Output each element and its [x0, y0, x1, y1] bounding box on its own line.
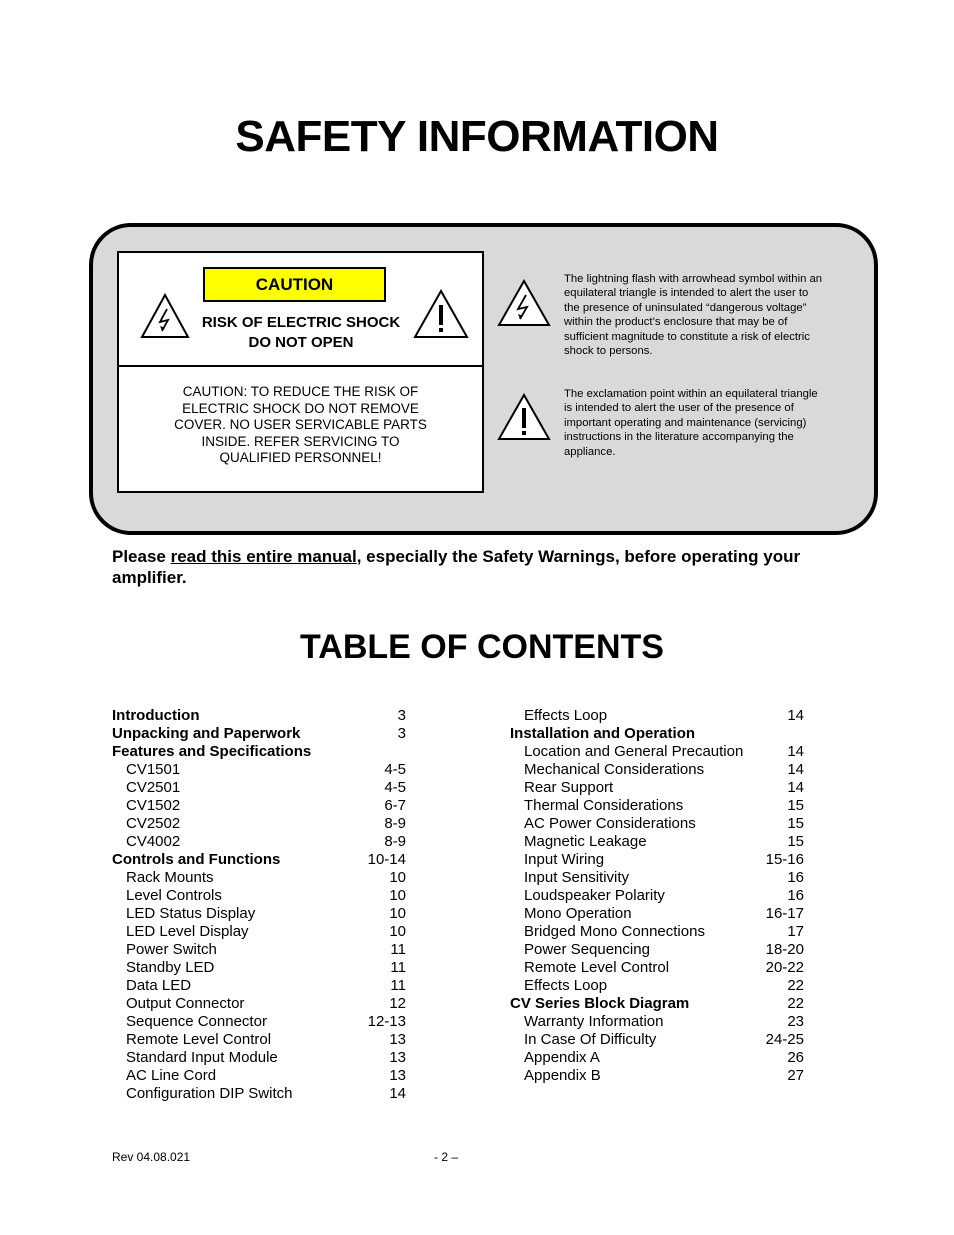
toc-entry-label: CV2502 — [126, 815, 181, 832]
toc-entry — [510, 779, 804, 797]
toc-left-column — [112, 707, 406, 1103]
toc-entry-label: Unpacking and Paperwork — [112, 725, 301, 742]
toc-entry-label: Input Wiring — [524, 851, 605, 868]
toc-entry-label: Power Sequencing — [524, 941, 650, 958]
toc-entry — [112, 923, 406, 941]
toc-entry — [112, 779, 406, 797]
toc-entry-label: Warranty Information — [524, 1013, 664, 1030]
description-line: important operating and maintenance (servicing) — [564, 416, 807, 429]
toc-entry-label: Effects Loop — [524, 977, 608, 994]
toc-entry — [112, 941, 406, 959]
toc-entry — [112, 1031, 406, 1049]
toc-entry — [112, 887, 406, 905]
toc-entry-label: CV1502 — [126, 797, 181, 814]
toc-entry-page: 4-5 — [384, 779, 406, 796]
toc-entry — [510, 905, 804, 923]
toc-entry-label: Sequence Connector — [126, 1013, 267, 1030]
toc-entry-page: 18-20 — [765, 941, 804, 958]
description-line: instructions in the literature accompanying the — [564, 431, 794, 444]
description-line: sufficient magnitude to constitute a risk of electric — [564, 330, 810, 343]
toc-entry-page: 14 — [389, 1085, 406, 1102]
toc-entry-page: 10 — [389, 923, 406, 940]
toc-entry-label: CV4002 — [126, 833, 181, 850]
notice-underlined: read this entire manual — [170, 547, 357, 566]
toc-entry-page: 10-14 — [367, 851, 406, 868]
toc-entry-label: Mono Operation — [524, 905, 632, 922]
toc-entry-page: 22 — [787, 977, 804, 994]
toc-entry-page: 14 — [787, 779, 804, 796]
toc-entry — [510, 959, 804, 977]
toc-entry-page: 8-9 — [384, 833, 406, 850]
lightning-symbol-icon — [497, 279, 551, 327]
toc-entry-label: Bridged Mono Connections — [524, 923, 705, 940]
toc-entry-page: 27 — [787, 1067, 804, 1084]
toc-entry-page: 11 — [390, 941, 406, 958]
toc-entry — [112, 725, 406, 743]
caution-line: INSIDE. REFER SERVICING TO — [201, 433, 400, 449]
toc-entry-label: Effects Loop — [524, 707, 608, 724]
caution-box — [117, 251, 484, 493]
caution-body-text — [149, 384, 452, 467]
toc-entry-label: Remote Level Control — [126, 1031, 272, 1048]
exclamation-warning-icon — [413, 289, 469, 339]
toc-entry — [510, 1049, 804, 1067]
toc-entry-page: 14 — [787, 761, 804, 778]
toc-entry-page: 10 — [389, 887, 406, 904]
description-line: The lightning flash with arrowhead symbol within an — [564, 273, 823, 285]
toc-entry-page: 16 — [787, 887, 804, 904]
description-line: The exclamation point within an equilateral triangle — [564, 388, 818, 400]
toc-entry — [510, 923, 804, 941]
toc-entry-page: 16-17 — [765, 905, 804, 922]
toc-entry-label: Appendix B — [524, 1067, 601, 1084]
risk-line-2: DO NOT OPEN — [248, 334, 354, 351]
page-title: SAFETY INFORMATION — [235, 112, 719, 161]
caution-line: QUALIFIED PERSONNEL! — [219, 450, 382, 466]
description-line: is intended to alert the user of the presence of — [564, 402, 794, 415]
toc-entry-label: Output Connector — [126, 995, 245, 1012]
toc-entry-label: Thermal Considerations — [524, 797, 684, 814]
toc-entry-label: Remote Level Control — [524, 959, 670, 976]
toc-entry-page: 16 — [787, 869, 804, 886]
toc-title: TABLE OF CONTENTS — [300, 628, 664, 666]
toc-entry-page: 12 — [389, 995, 406, 1012]
toc-entry — [112, 743, 406, 761]
toc-entry-label: Rear Support — [524, 779, 614, 796]
toc-entry-page: 8-9 — [384, 815, 406, 832]
toc-entry — [510, 995, 804, 1013]
toc-entry-label: CV2501 — [126, 779, 181, 796]
toc-entry-page: 4-5 — [384, 761, 406, 778]
caution-line: CAUTION: TO REDUCE THE RISK OF — [182, 384, 419, 399]
toc-entry-page: 10 — [389, 905, 406, 922]
toc-entry — [112, 1085, 406, 1103]
toc-entry-page: 20-22 — [765, 959, 804, 976]
toc-entry-label: Level Controls — [126, 887, 222, 904]
description-line: the presence of uninsulated “dangerous voltage” — [564, 301, 807, 314]
caution-line: ELECTRIC SHOCK DO NOT REMOVE — [182, 400, 419, 416]
toc-entry-label: AC Line Cord — [126, 1067, 217, 1084]
toc-entry — [112, 995, 406, 1013]
toc-entry-page: 26 — [787, 1049, 804, 1066]
toc-entry — [112, 959, 406, 977]
toc-entry-page: 23 — [787, 1013, 804, 1030]
exclamation-symbol-description — [564, 387, 854, 459]
toc-entry-label: Data LED — [126, 977, 192, 994]
toc-entry — [510, 761, 804, 779]
toc-entry-page: 13 — [389, 1049, 406, 1066]
notice-line-2: amplifier. — [112, 568, 187, 587]
toc-entry-label: Standard Input Module — [126, 1049, 278, 1066]
toc-entry — [510, 797, 804, 815]
toc-entry-label: LED Status Display — [126, 905, 256, 922]
toc-entry — [112, 797, 406, 815]
toc-entry — [510, 725, 804, 743]
risk-line-1: RISK OF ELECTRIC SHOCK — [201, 314, 401, 331]
toc-entry-page: 3 — [397, 725, 406, 742]
toc-entry — [112, 761, 406, 779]
toc-entry-page: 15 — [787, 797, 804, 814]
toc-entry-page: 15 — [787, 833, 804, 850]
toc-entry-label: Appendix A — [524, 1049, 600, 1066]
description-line: appliance. — [564, 445, 616, 458]
toc-entry-page: 17 — [787, 923, 804, 940]
description-line: shock to persons. — [564, 345, 653, 358]
toc-entry-label: Configuration DIP Switch — [126, 1085, 293, 1102]
toc-entry-page: 12-13 — [367, 1013, 406, 1030]
toc-entry-page: 11 — [390, 977, 406, 994]
toc-entry — [510, 815, 804, 833]
exclamation-symbol-icon — [497, 393, 551, 441]
page-number: - 2 – — [434, 1150, 459, 1164]
toc-entry-page: 15-16 — [765, 851, 804, 868]
toc-entry-page: 13 — [389, 1067, 406, 1084]
risk-warning-text — [189, 313, 413, 353]
notice-line-1 — [112, 546, 892, 567]
toc-entry-label: Standby LED — [126, 959, 215, 976]
toc-entry — [112, 833, 406, 851]
notice-suffix: , especially the Safety Warnings, before operating your — [356, 547, 801, 566]
toc-entry-label: Introduction — [112, 707, 200, 724]
toc-entry-page: 24-25 — [765, 1031, 804, 1048]
toc-entry — [112, 977, 406, 995]
toc-entry-label: Location and General Precaution — [524, 743, 744, 760]
toc-entry — [112, 869, 406, 887]
toc-entry — [112, 707, 406, 725]
toc-entry-label: CV Series Block Diagram — [510, 995, 690, 1012]
toc-right-column — [510, 707, 804, 1085]
toc-entry-page: 13 — [389, 1031, 406, 1048]
toc-entry — [112, 905, 406, 923]
toc-entry-label: Rack Mounts — [126, 869, 214, 886]
toc-entry-label: Power Switch — [126, 941, 217, 958]
toc-entry — [510, 851, 804, 869]
toc-entry-page: 11 — [390, 959, 406, 976]
toc-entry-label: Installation and Operation — [510, 725, 696, 742]
toc-entry-label: Magnetic Leakage — [524, 833, 647, 850]
toc-entry — [112, 815, 406, 833]
toc-entry-page: 6-7 — [384, 797, 406, 814]
toc-entry — [112, 851, 406, 869]
toc-entry — [510, 1013, 804, 1031]
toc-entry-label: Controls and Functions — [112, 851, 281, 868]
description-line: equilateral triangle is intended to alert the user to — [564, 287, 809, 300]
toc-entry-label: Mechanical Considerations — [524, 761, 705, 778]
toc-entry — [112, 1067, 406, 1085]
toc-entry-label: In Case Of Difficulty — [524, 1031, 657, 1048]
toc-entry — [112, 1013, 406, 1031]
toc-entry — [510, 833, 804, 851]
toc-entry — [510, 743, 804, 761]
toc-entry-page: 15 — [787, 815, 804, 832]
toc-entry — [510, 869, 804, 887]
toc-entry — [510, 977, 804, 995]
toc-entry-label: Loudspeaker Polarity — [524, 887, 665, 904]
toc-entry-label: Input Sensitivity — [524, 869, 630, 886]
toc-entry — [112, 1049, 406, 1067]
toc-entry-page: 14 — [787, 707, 804, 724]
notice-prefix: Please — [112, 547, 171, 566]
revision-label: Rev 04.08.021 — [112, 1150, 191, 1164]
description-line: within the product’s enclosure that may be of — [564, 316, 788, 329]
toc-entry — [510, 1031, 804, 1049]
toc-entry-page: 22 — [787, 995, 804, 1012]
caution-line: COVER. NO USER SERVICABLE PARTS — [174, 417, 427, 433]
toc-entry-label: CV1501 — [126, 761, 181, 778]
toc-entry-label: Features and Specifications — [112, 743, 312, 760]
toc-entry-page: 14 — [787, 743, 804, 760]
toc-entry — [510, 707, 804, 725]
toc-entry-page: 3 — [397, 707, 406, 724]
toc-entry-label: AC Power Considerations — [524, 815, 696, 832]
caution-label: CAUTION — [203, 267, 386, 302]
toc-entry — [510, 1067, 804, 1085]
toc-entry — [510, 887, 804, 905]
read-manual-notice — [112, 546, 892, 588]
lightning-symbol-description — [564, 272, 854, 358]
toc-entry-page: 10 — [389, 869, 406, 886]
toc-entry — [510, 941, 804, 959]
lightning-warning-icon — [140, 293, 190, 339]
divider — [119, 365, 482, 367]
toc-entry-label: LED Level Display — [126, 923, 249, 940]
